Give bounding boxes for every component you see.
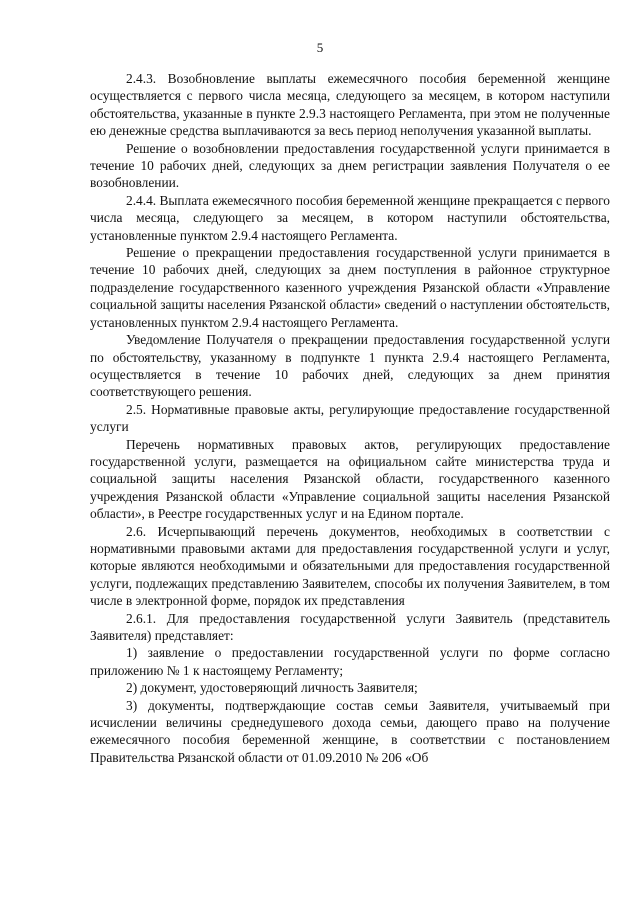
paragraph-2-4-3: 2.4.3. Возобновление выплаты ежемесячного пособия беременной женщине осуществляется с первого числа месяца, следующего за месяцем, в котором наступили обстоятельства, указанные в пункте 2.9.3 настоящего Регламента, при этом не полученные ею денежные средства выплачиваются за весь период неполучения указанной выплаты. [90,71,610,139]
paragraph-legal-acts-list: Перечень нормативных правовых актов, регулирующих предоставление государственной услуги, размещается на официальном сайте министерства труда и социальной защиты населения Рязанской области, государственного казенного учреждения Рязанской области «Управление социальной защиты населения Рязанской области», в Реестре государственных услуг и на Едином портале. [90,436,610,522]
document-body [90,70,610,766]
section-heading-2-5: 2.5. Нормативные правовые акты, регулирующие предоставление государственной услуги [90,401,610,435]
paragraph-2-4-4: 2.4.4. Выплата ежемесячного пособия беременной женщине прекращается с первого числа месяца, следующего за месяцем, в котором наступили обстоятельства, установленные пунктом 2.9.4 настоящего Регламента. [90,192,610,243]
paragraph-notification: Уведомление Получателя о прекращении предоставления государственной услуги по обстоятельству, указанному в подпункте 1 пункта 2.9.4 настоящего Регламента, осуществляется в течение 10 рабочих дней, следующих за днем принятия соответствующего решения. [90,332,610,400]
paragraph-2-6-1: 2.6.1. Для предоставления государственной услуги Заявитель (представитель Заявителя) представляет: [90,610,610,643]
list-item-3: 3) документы, подтверждающие состав семьи Заявителя, учитываемый при исчислении величины среднедушевого дохода семьи, дающего право на получение ежемесячного пособия беременной женщине, в соответствии с постановлением Правительства Рязанской области от 01.09.2010 № 206 «Об [90,697,610,765]
paragraph-termination-decision: Решение о прекращении предоставления государственной услуги принимается в течение 10 рабочих дней, следующих за днем поступления в районное структурное подразделение государственного казенного учреждения Рязанской области «Управление социальной защиты населения Рязанской области» сведений о наступлении обстоятельств, установленных пунктом 2.9.4 настоящего Регламента. [90,245,610,330]
list-item-1: 1) заявление о предоставлении государственной услуги по форме согласно приложению № 1 к настоящему Регламенту; [90,645,610,678]
list-item-2: 2) документ, удостоверяющий личность Заявителя; [126,680,418,696]
paragraph-resume-decision: Решение о возобновлении предоставления государственной услуги принимается в течение 10 рабочих дней, следующих за днем регистрации заявления Получателя о ее возобновлении. [90,140,610,191]
section-heading-2-6: 2.6. Исчерпывающий перечень документов, необходимых в соответствии с нормативными правовыми актами для предоставления государственной услуги и услуг, которые являются необходимыми и обязательными для предоставления государственной услуги, подлежащих представлению Заявителем, способы их получения Заявителем, в том числе в электронной форме, порядок их представления [90,523,610,609]
page-number: 5 [316,40,324,55]
